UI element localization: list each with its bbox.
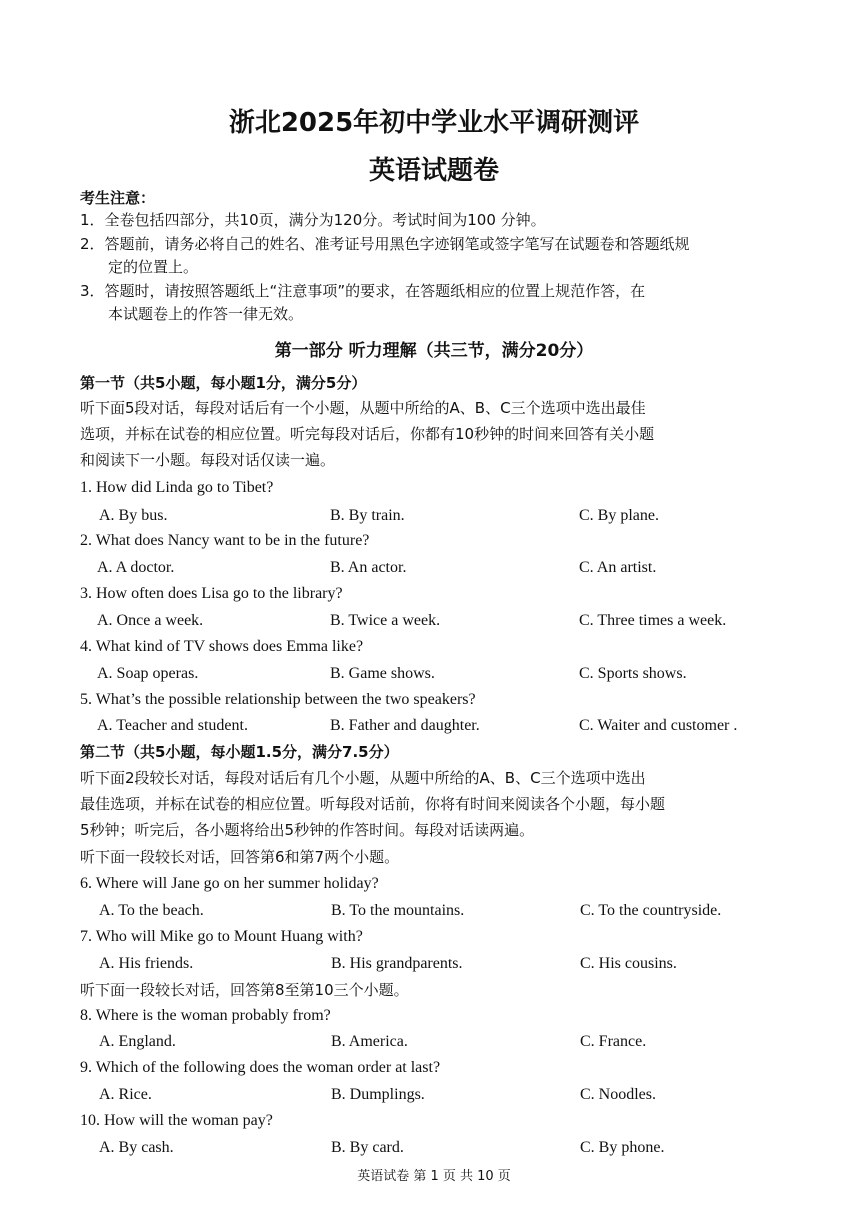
question-5: 5. What’s the possible relationship between the two speakers? — [80, 691, 476, 708]
part1-heading: 第一部分 听力理解（共三节，满分20分） — [274, 341, 594, 361]
option-b: B. Twice a week. — [330, 612, 441, 629]
option-c: C. By plane. — [579, 507, 659, 524]
option-b: B. By card. — [331, 1139, 404, 1156]
option-c: C. Waiter and customer . — [579, 717, 738, 734]
option-b: B. An actor. — [330, 559, 407, 576]
question-4: 4. What kind of TV shows does Emma like? — [80, 638, 364, 655]
option-c: C. France. — [580, 1033, 647, 1050]
section1-instruction: 听下面5段对话，每段对话后有一个小题，从题中所给的A、B、C三个选项中选出最佳 — [80, 399, 646, 417]
option-b: B. Father and daughter. — [330, 717, 480, 734]
question-2: 2. What does Nancy want to be in the future? — [80, 532, 370, 549]
notice-item: 3．答题时，请按照答题纸上“注意事项”的要求，在答题纸相应的位置上规范作答，在 — [80, 282, 646, 300]
section1-instruction: 选项，并标在试卷的相应位置。听完每段对话后，你都有10秒钟的时间来回答有关小题 — [80, 425, 655, 443]
option-b: B. To the mountains. — [331, 902, 465, 919]
section2-instruction: 听下面2段较长对话，每段对话后有几个小题，从题中所给的A、B、C三个选项中选出 — [80, 769, 646, 787]
option-a: A. A doctor. — [97, 559, 175, 576]
option-a: A. Once a week. — [97, 612, 204, 629]
question-6: 6. Where will Jane go on her summer holiday? — [80, 875, 379, 892]
option-a: A. By cash. — [99, 1139, 174, 1156]
notice-heading: 考生注意： — [80, 189, 156, 207]
page-footer: 英语试卷 第 1 页 共 10 页 — [357, 1169, 511, 1184]
notice-item: 2．答题前，请务必将自己的姓名、准考证号用黑色字迹钢笔或签字笔写在试题卷和答题纸规 — [80, 235, 690, 253]
option-b: B. Dumplings. — [331, 1086, 425, 1103]
question-3: 3. How often does Lisa go to the library? — [80, 585, 343, 602]
question-7: 7. Who will Mike go to Mount Huang with? — [80, 928, 363, 945]
question-9: 9. Which of the following does the woman order at last? — [80, 1059, 441, 1076]
section1-instruction: 和阅读下一小题。每段对话仅读一遍。 — [80, 451, 336, 469]
option-b: B. Game shows. — [330, 665, 435, 682]
option-c: C. By phone. — [580, 1139, 665, 1156]
question-1: 1. How did Linda go to Tibet? — [80, 479, 274, 496]
dialogue-lead: 听下面一段较长对话，回答第8至第10三个小题。 — [80, 981, 409, 999]
section2-heading: 第二节（共5小题，每小题1.5分，满分7.5分） — [80, 743, 399, 761]
section2-instruction: 最佳选项，并标在试卷的相应位置。听每段对话前，你将有时间来阅读各个小题，每小题 — [80, 795, 666, 813]
section2-instruction: 5秒钟；听完后，各小题将给出5秒钟的作答时间。每段对话读两遍。 — [80, 821, 535, 839]
notice-item: 1．全卷包括四部分，共10页，满分为120分。考试时间为100 分钟。 — [80, 211, 546, 229]
option-a: A. Soap operas. — [97, 665, 199, 682]
section1-heading: 第一节（共5小题，每小题1分，满分5分） — [80, 374, 367, 392]
question-10: 10. How will the woman pay? — [80, 1112, 273, 1129]
notice-item: 定的位置上。 — [108, 258, 199, 276]
option-c: C. An artist. — [579, 559, 657, 576]
exam-subtitle: 英语试题卷 — [368, 156, 499, 186]
option-b: B. His grandparents. — [331, 955, 463, 972]
option-a: A. England. — [99, 1033, 176, 1050]
question-8: 8. Where is the woman probably from? — [80, 1007, 331, 1024]
option-a: A. Teacher and student. — [97, 717, 248, 734]
option-a: A. To the beach. — [99, 902, 204, 919]
option-c: C. Three times a week. — [579, 612, 727, 629]
option-b: B. America. — [331, 1033, 408, 1050]
option-a: A. His friends. — [99, 955, 194, 972]
option-b: B. By train. — [330, 507, 405, 524]
exam-title: 浙北2025年初中学业水平调研测评 — [228, 108, 640, 138]
option-c: C. To the countryside. — [580, 902, 722, 919]
option-a: A. Rice. — [99, 1086, 152, 1103]
option-c: C. Noodles. — [580, 1086, 656, 1103]
notice-item: 本试题卷上的作答一律无效。 — [108, 305, 304, 323]
option-c: C. Sports shows. — [579, 665, 687, 682]
option-a: A. By bus. — [99, 507, 168, 524]
option-c: C. His cousins. — [580, 955, 677, 972]
dialogue-lead: 听下面一段较长对话，回答第6和第7两个小题。 — [80, 848, 400, 866]
